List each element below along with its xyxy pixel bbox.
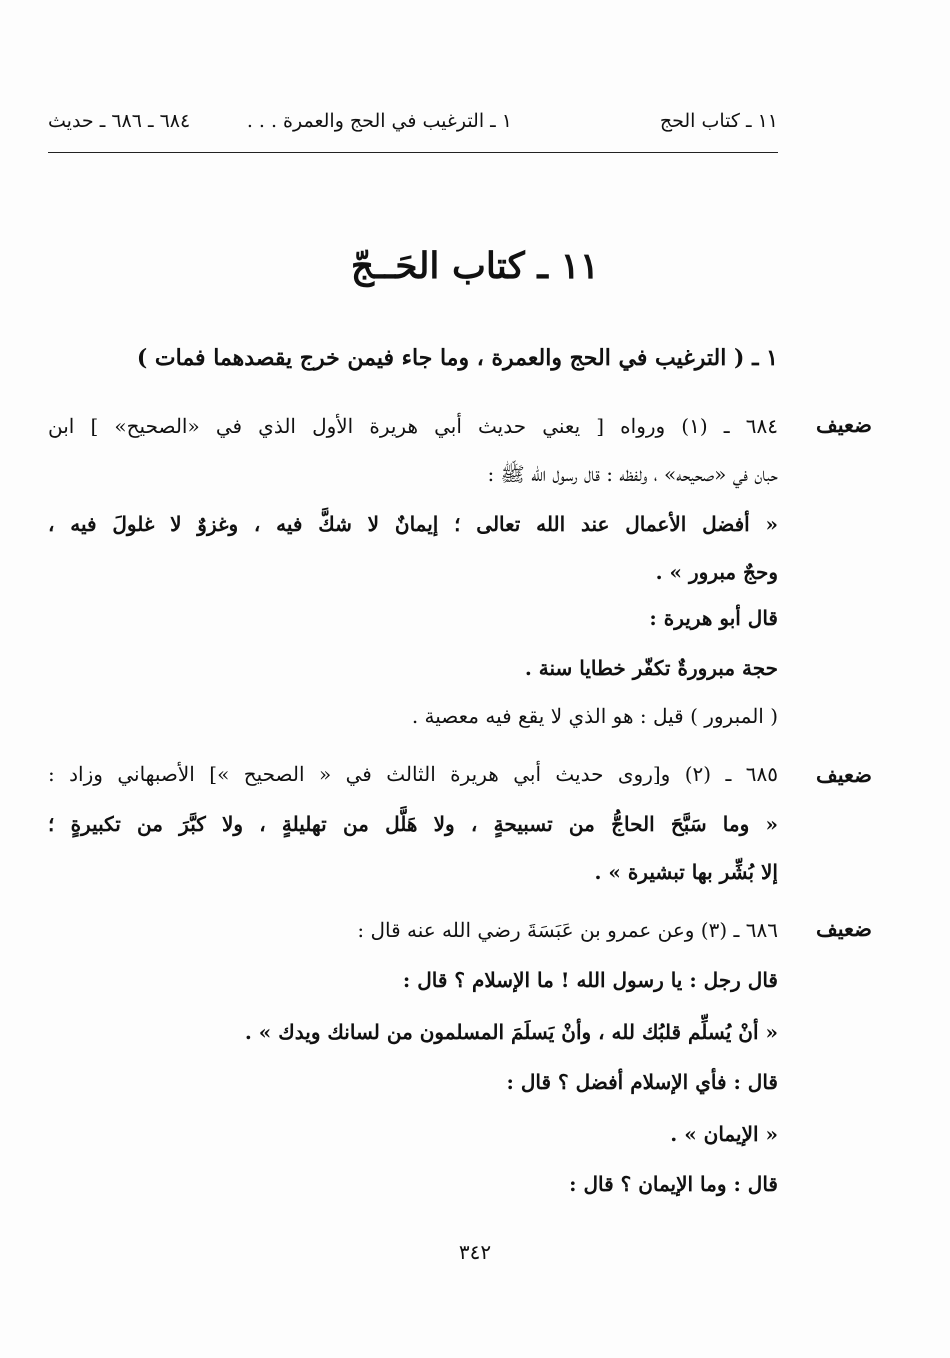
- text-line: « أنْ يُسلِّم قلبُك لله ، وأنْ يَسلَمَ المسلمون من لسانك ويدك » .: [244, 1020, 778, 1044]
- text-line: ( المبرور ) قيل : هو الذي لا يقع فيه معصية .: [411, 704, 778, 728]
- text-line: وحجٌ مبرور » .: [655, 560, 778, 584]
- chapter-title: ١١ ـ كتاب الحَــجّ: [350, 245, 600, 287]
- text-line: « وما سَبَّحَ الحاجُّ من تسبيحةٍ ، ولا هَلَّل من تهليلةٍ ، ولا كبَّرَ من تكبيرةٍ ؛: [48, 812, 778, 836]
- text-line: « أفضل الأعمال عند الله تعالى ؛ إيمانٌ لا شكَّ فيه ، وغزوٌ لا غلولَ فيه ،: [48, 512, 778, 536]
- text-line: قال أبو هريرة :: [649, 606, 778, 630]
- text-line: قال : فأي الإسلام أفضل ؟ قال :: [506, 1070, 778, 1094]
- grade-label: ضعيف: [815, 762, 872, 787]
- text-line: قال رجل : يا رسول الله ! ما الإسلام ؟ قال :: [402, 968, 778, 992]
- text-line: حجة مبرورةٌ تكفّر خطايا سنة .: [524, 656, 778, 680]
- header-hadith-range: ٦٨٤ ـ ٦٨٦ ـ حديث: [48, 110, 191, 132]
- text-line: « الإيمان » .: [670, 1122, 778, 1146]
- grade-label: ضعيف: [815, 412, 872, 437]
- header-rule: [48, 152, 778, 153]
- text-line: قال : وما الإيمان ؟ قال :: [569, 1172, 778, 1196]
- text-line: حبان في «صحيحه» ، ولفظه : قال رسول الله ﷺ :: [487, 462, 778, 486]
- text-line: ٦٨٤ ـ (١) ورواه [ يعني حديث أبي هريرة الأول الذي في «الصحيح» ] ابن: [48, 414, 778, 438]
- text-line: ٦٨٦ ـ (٣) وعن عمرو بن عَبَسَةَ رضي الله عنه قال :: [357, 918, 778, 942]
- section-title: ١ ـ ( الترغيب في الحج والعمرة ، وما جاء فيمن خرج يقصدهما فمات ): [136, 345, 778, 371]
- page-number: ٣٤٢: [458, 1240, 492, 1264]
- text-line: ٦٨٥ ـ (٢) و[روى حديث أبي هريرة الثالث في « الصحيح »] الأصبهاني وزاد :: [48, 762, 778, 786]
- header-chapter: ١١ ـ كتاب الحج: [659, 110, 778, 132]
- grade-label: ضعيف: [815, 916, 872, 941]
- header-section: ١ ـ الترغيب في الحج والعمرة . . .: [246, 110, 512, 132]
- text-line: إلا بُشِّر بها تبشيرة » .: [594, 860, 778, 884]
